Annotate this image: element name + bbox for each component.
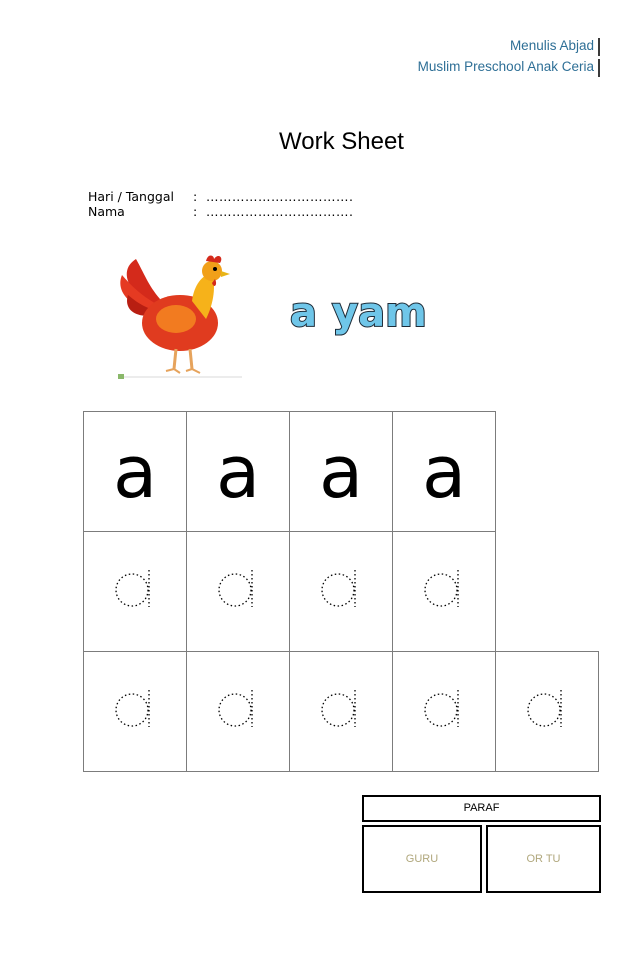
header-divider: [598, 38, 600, 56]
grid-cell: [393, 412, 496, 532]
grid-cell[interactable]: [84, 652, 187, 772]
field-colon: :: [193, 189, 198, 204]
dotted-letter-a[interactable]: [213, 680, 263, 740]
grid-cell[interactable]: [290, 652, 393, 772]
field-blank[interactable]: …………………………….: [206, 204, 354, 219]
word-rest: yam: [332, 290, 427, 336]
dotted-letter-a[interactable]: [316, 560, 366, 620]
grid-cell[interactable]: [496, 652, 599, 772]
grid-cell: [84, 412, 187, 532]
field-label: Hari / Tanggal: [88, 189, 174, 204]
letter-a: a: [112, 429, 158, 514]
grid-cell: [290, 412, 393, 532]
dotted-letter-a[interactable]: [110, 680, 160, 740]
letter-grid: [83, 411, 599, 772]
rooster-illustration: [114, 249, 246, 383]
grid-cell[interactable]: [187, 532, 290, 652]
grid-cell[interactable]: [290, 532, 393, 652]
header-subject: Menulis Abjad: [509, 38, 594, 53]
word-art: [288, 288, 428, 338]
grid-cell[interactable]: [393, 532, 496, 652]
field-label: Nama: [88, 204, 125, 219]
grid-cell[interactable]: [84, 532, 187, 652]
grid-cell[interactable]: [393, 652, 496, 772]
trace-row: [84, 532, 599, 652]
teacher-signature-box[interactable]: GURU: [362, 825, 482, 893]
field-colon: :: [193, 204, 198, 219]
header-divider: [598, 59, 600, 77]
dotted-letter-a[interactable]: [110, 560, 160, 620]
grid-cell: [187, 412, 290, 532]
dotted-letter-a[interactable]: [419, 680, 469, 740]
letter-a: a: [215, 429, 261, 514]
paraf-title: PARAF: [362, 795, 601, 822]
page-title: Work Sheet: [279, 128, 404, 155]
solid-row: [84, 412, 599, 532]
trace-row: [84, 652, 599, 772]
header-school: Muslim Preschool Anak Ceria: [417, 59, 594, 74]
parent-signature-box[interactable]: OR TU: [486, 825, 601, 893]
letter-a: a: [318, 429, 364, 514]
dotted-letter-a[interactable]: [522, 680, 572, 740]
dotted-letter-a[interactable]: [316, 680, 366, 740]
grid-cell[interactable]: [187, 652, 290, 772]
dotted-letter-a[interactable]: [419, 560, 469, 620]
dotted-letter-a[interactable]: [213, 560, 263, 620]
field-blank[interactable]: …………………………….: [206, 189, 354, 204]
word-letter: a: [290, 290, 317, 336]
letter-a: a: [421, 429, 467, 514]
